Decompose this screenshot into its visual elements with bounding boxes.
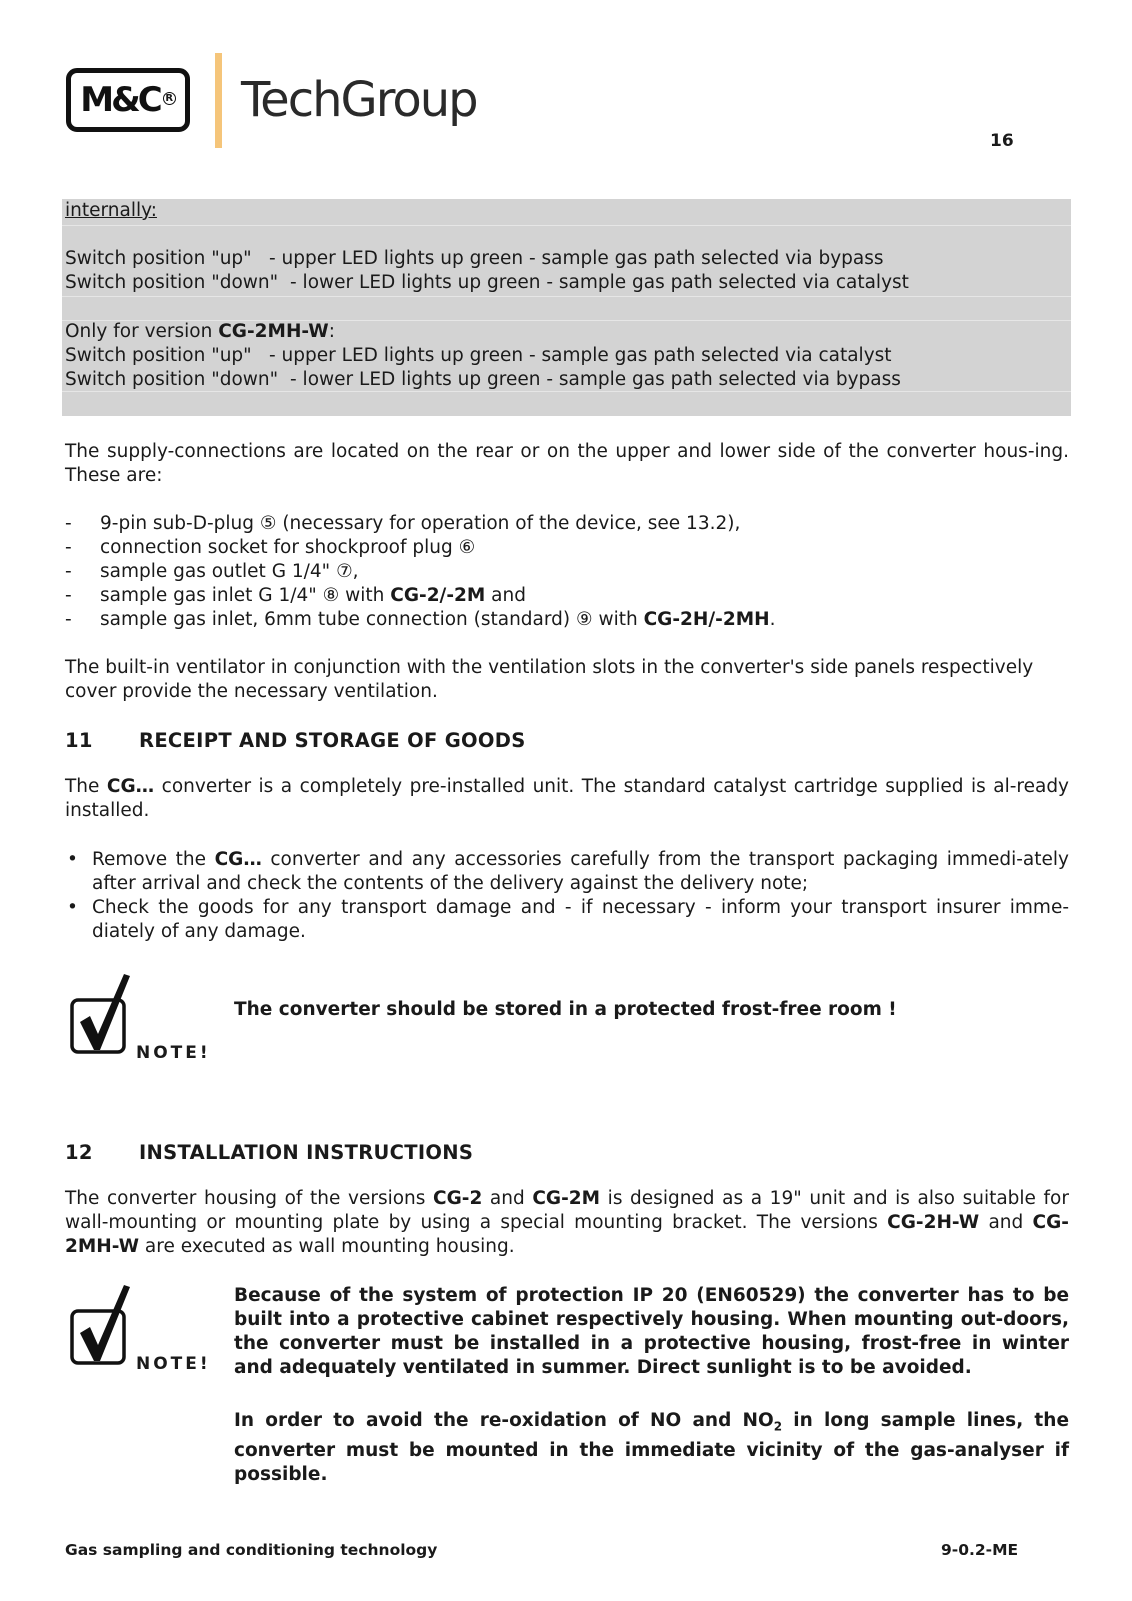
switch-desc: - upper LED lights up green - sample gas path selected via catalyst [269,345,892,366]
internally-label: internally: [65,200,157,221]
box-rule [62,225,1071,226]
switch-line: Switch position "down" [65,272,279,293]
section-heading: 12 INSTALLATION INSTRUCTIONS [65,1141,474,1164]
switch-line: Switch position "down" [65,369,279,390]
registered-mark: R [163,92,176,105]
goods-checklist [65,848,1069,944]
checkmark-note-icon [70,1283,132,1365]
section12-intro: The converter housing of the versions CG-2 and CG-2M is designed as a 19" unit and is also suitable for wall-mounting or mounting plate by using a special mounting bracket. The versions CG-2H-W and CG-2MH-W are executed as wall mounting housing. [65,1188,1069,1257]
switch-desc: - lower LED lights up green - sample gas path selected via bypass [290,369,901,390]
footer-left: Gas sampling and conditioning technology [65,1541,438,1559]
switch-line: Switch position "up" [65,345,252,366]
list-item: - sample gas inlet G 1/4" ⑧ with CG-2/-2M and [65,584,1069,608]
list-item: • Remove the CG… converter and any accessories carefully from the transport packaging immedi-ately after arrival and check the contents of the delivery against the delivery note; [67,849,1069,894]
note-label: NOTE! [136,1043,211,1063]
section-heading: 11 RECEIPT AND STORAGE OF GOODS [65,729,526,752]
list-item: • Check the goods for any transport damage and - if necessary - inform your transport insurer imme-diately of any damage. [67,897,1069,942]
company-logo [66,68,190,132]
brand-heavy: Group [340,72,477,128]
connection-list [65,512,1069,632]
brand-name [241,70,477,130]
note-text: The converter should be stored in a protected frost-free room ! [234,999,897,1020]
brand-light: Tech [241,72,341,128]
page-number: 16 [990,131,1014,151]
switch-desc: - lower LED lights up green - sample gas path selected via catalyst [290,272,909,293]
note-text: Because of the system of protection IP 20 (EN60529) the converter has to be built into a protective cabinet respectively housing. When mounting out-doors, the converter must be installed in a protective housing, frost-free in winter and adequately ventilated in summer. Direct sunlight is to be avoided. [234,1285,1069,1378]
switch-desc: - upper LED lights up green - sample gas path selected via bypass [269,248,884,269]
list-item: - 9-pin sub-D-plug ⑤ (necessary for operation of the device, see 13.2), [65,512,1069,536]
checkmark-note-icon [70,972,132,1054]
list-item: - sample gas inlet, 6mm tube connection (standard) ⑨ with CG-2H/-2MH. [65,608,1069,632]
logo-text: M&C [80,80,160,120]
section11-intro: The CG… converter is a completely pre-installed unit. The standard catalyst cartridge supplied is al-ready installed. [65,776,1070,821]
note-label: NOTE! [136,1354,211,1374]
list-item: - sample gas outlet G 1/4" ⑦, [65,560,1069,584]
ventilator-paragraph: The built-in ventilator in conjunction with the ventilation slots in the converter's side panels respectively cover provide the necessary ventilation. [65,657,1034,702]
switch-line: Switch position "up" [65,248,252,269]
box-rule [62,296,1071,297]
supply-intro: The supply-connections are located on the rear or on the upper and lower side of the converter hous-ing. These are: [65,441,1069,486]
version-line: Only for version CG-2MH-W: [65,321,335,342]
note-text: In order to avoid the re-oxidation of NO and $NO_2$ in long sample lines, the converter must be mounted in the immediate vicinity of the gas-analyser if possible. [234,1410,1069,1485]
list-item: - connection socket for shockproof plug ⑥ [65,536,1069,560]
footer-right: 9-0.2-ME [941,1541,1019,1559]
logo-divider [215,53,222,148]
